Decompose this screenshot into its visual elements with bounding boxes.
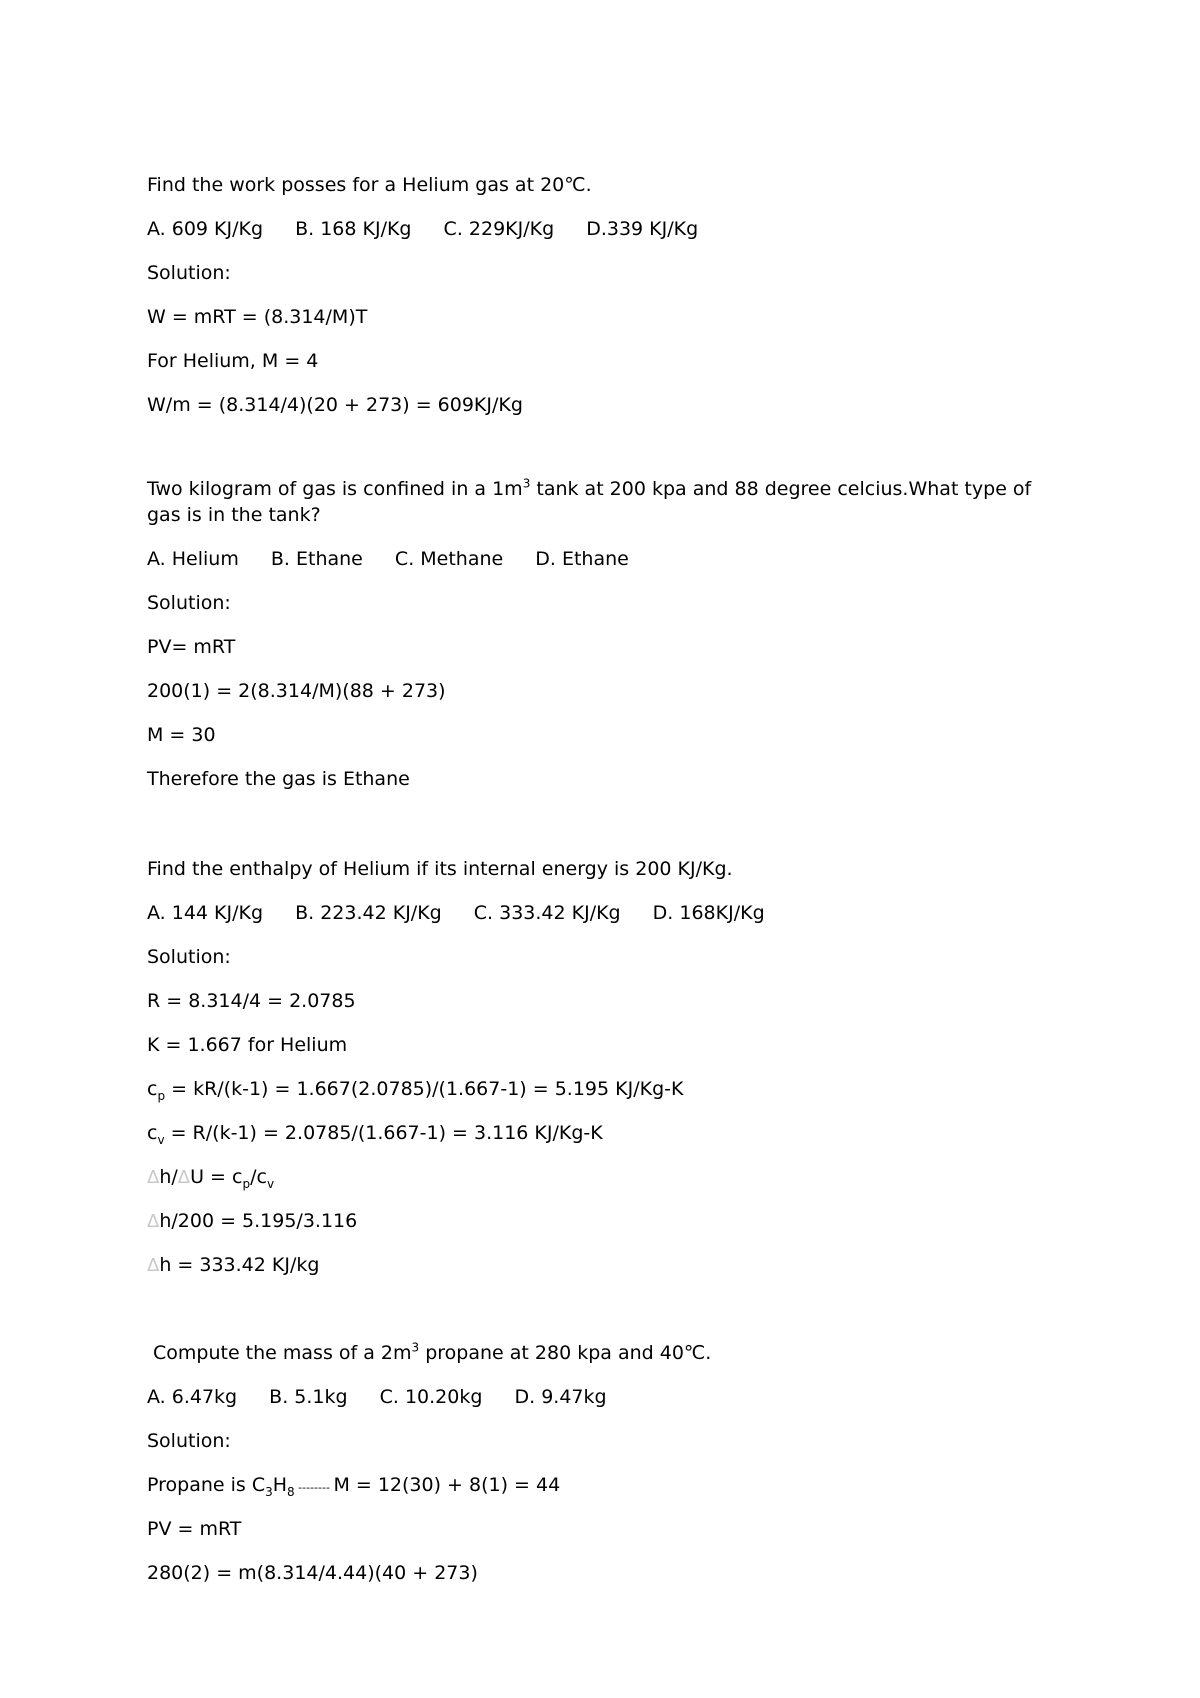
ratio-equation: [147, 1164, 1067, 1190]
delta-symbol: Δ: [147, 1167, 160, 1188]
cp-rest: = kR/(k-1) = 1.667(2.0785)/(1.667-1) = 5.195 KJ/Kg-K: [165, 1078, 684, 1100]
solution-step: Therefore the gas is Ethane: [147, 768, 410, 790]
delta-symbol: Δ: [147, 1255, 160, 1276]
option-b: B. Ethane: [270, 548, 363, 570]
solution-label: Solution:: [147, 592, 231, 614]
dashes: --------: [294, 1481, 334, 1494]
solution-label: Solution:: [147, 262, 231, 284]
option-d: D.339 KJ/Kg: [586, 218, 699, 240]
solution-label: Solution:: [147, 1430, 231, 1452]
option-c: C. 333.42 KJ/Kg: [473, 902, 621, 924]
problem-4: [147, 1340, 1067, 1604]
question-text: [147, 1340, 1067, 1366]
cv-symbol: c: [147, 1122, 158, 1144]
option-a: A. Helium: [147, 548, 239, 570]
cv-equation: [147, 1120, 1067, 1146]
problem-3: [147, 856, 1067, 1296]
solution-step: K = 1.667 for Helium: [147, 1034, 348, 1056]
superscript: 3: [411, 1340, 420, 1355]
option-b: B. 223.42 KJ/Kg: [295, 902, 442, 924]
cp-equation: [147, 1076, 1067, 1102]
subscript: v: [157, 1132, 165, 1147]
propane-formula-line: [147, 1472, 1067, 1498]
question-text-part: propane at 280 kpa and 40℃.: [419, 1342, 712, 1364]
delta-symbol: Δ: [177, 1167, 191, 1188]
solution-step: PV= mRT: [147, 636, 236, 658]
option-a: A. 144 KJ/Kg: [147, 902, 264, 924]
subscript: p: [157, 1088, 166, 1103]
cv-rest: = R/(k-1) = 2.0785/(1.667-1) = 3.116 KJ/Kg-K: [164, 1122, 603, 1144]
subscript: 8: [287, 1484, 295, 1499]
solution-step: M = 30: [147, 724, 216, 746]
option-c: C. 10.20kg: [379, 1386, 483, 1408]
solution-label: Solution:: [147, 946, 231, 968]
problem-1: [147, 172, 1067, 436]
solution-step: W = mRT = (8.314/M)T: [147, 306, 368, 328]
option-a: A. 6.47kg: [147, 1386, 238, 1408]
answer-options: [147, 900, 1067, 926]
option-b: B. 168 KJ/Kg: [295, 218, 412, 240]
question-text-part: Compute the mass of a 2m: [153, 1342, 412, 1364]
subscript: 3: [265, 1484, 273, 1499]
dh-equation: [147, 1208, 1067, 1234]
question-text: Find the work posses for a Helium gas at 20℃.: [147, 174, 592, 196]
option-c: C. Methane: [394, 548, 504, 570]
option-b: B. 5.1kg: [269, 1386, 348, 1408]
option-c: C. 229KJ/Kg: [443, 218, 555, 240]
question-text: [147, 476, 1067, 528]
subscript: p: [242, 1176, 251, 1191]
question-text-part: Two kilogram of gas is confined in a 1m: [147, 478, 523, 500]
problem-2: [147, 476, 1067, 810]
answer-options: [147, 216, 1067, 242]
cp-symbol: c: [147, 1078, 158, 1100]
superscript: 3: [522, 476, 531, 491]
answer-options: [147, 1384, 1067, 1410]
h-rest: h = 333.42 KJ/kg: [159, 1254, 320, 1276]
solution-step: W/m = (8.314/4)(20 + 273) = 609KJ/Kg: [147, 394, 523, 416]
h-result: [147, 1252, 1067, 1278]
subscript: v: [266, 1176, 275, 1191]
ratio-h: h/: [159, 1166, 178, 1188]
solution-step: 200(1) = 2(8.314/M)(88 + 273): [147, 680, 446, 702]
propane-prefix: Propane is C: [147, 1474, 266, 1496]
option-d: D. 9.47kg: [514, 1386, 607, 1408]
question-text-part: tank at 200 kpa and 88 degree celcius.What type of gas is in the tank?: [147, 478, 1032, 526]
delta-symbol: Δ: [147, 1211, 160, 1232]
solution-step: 280(2) = m(8.314/4.44)(40 + 273): [147, 1562, 478, 1584]
ratio-mid: /c: [250, 1166, 267, 1188]
option-d: D. Ethane: [535, 548, 629, 570]
solution-step: PV = mRT: [147, 1518, 242, 1540]
answer-options: [147, 546, 1067, 572]
dh-rest: h/200 = 5.195/3.116: [159, 1210, 358, 1232]
propane-mid: H: [272, 1474, 288, 1496]
question-text: Find the enthalpy of Helium if its internal energy is 200 KJ/Kg.: [147, 858, 733, 880]
ratio-u: U = c: [190, 1166, 243, 1188]
solution-step: R = 8.314/4 = 2.0785: [147, 990, 356, 1012]
propane-rest: M = 12(30) + 8(1) = 44: [333, 1474, 561, 1496]
option-d: D. 168KJ/Kg: [652, 902, 765, 924]
option-a: A. 609 KJ/Kg: [147, 218, 264, 240]
solution-step: For Helium, M = 4: [147, 350, 319, 372]
